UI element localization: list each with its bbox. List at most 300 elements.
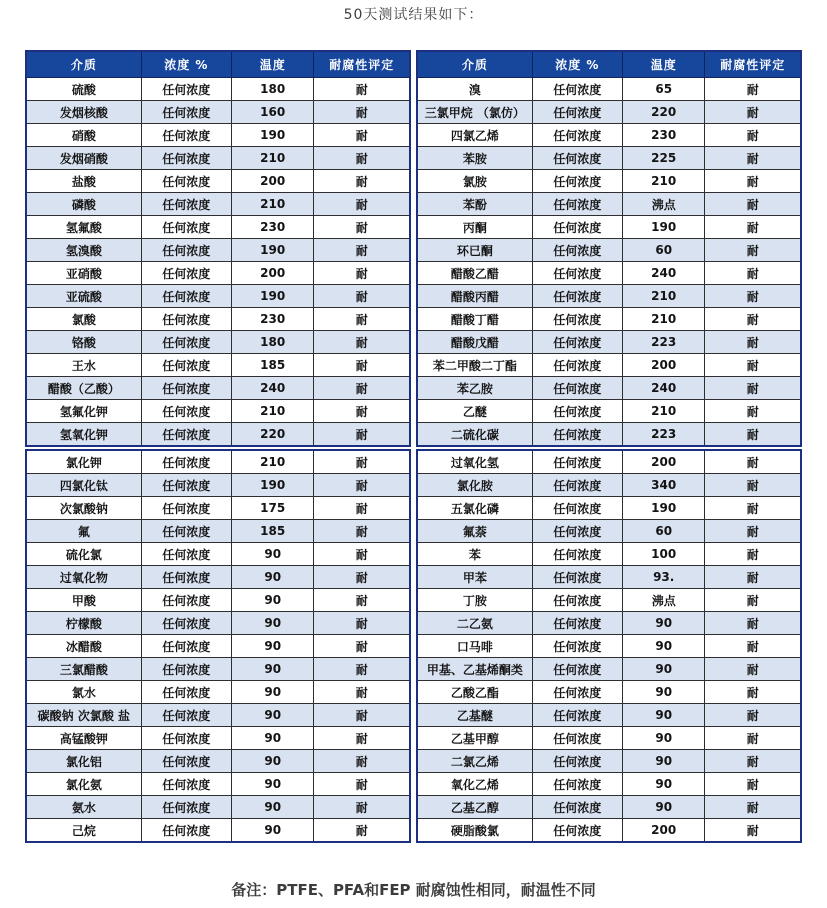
concentration-cell: 任何浓度 <box>532 377 622 400</box>
concentration-cell: 任何浓度 <box>532 101 622 124</box>
concentration-cell: 任何浓度 <box>141 239 231 262</box>
temperature-cell: 175 <box>231 497 314 520</box>
table-row <box>417 589 801 612</box>
medium-cell: 氟萘 <box>417 520 532 543</box>
medium-cell: 氢氟酸 <box>26 216 141 239</box>
medium-cell: 丁胺 <box>417 589 532 612</box>
concentration-cell: 任何浓度 <box>532 750 622 773</box>
table-row <box>417 727 801 750</box>
temperature-cell: 90 <box>231 796 314 819</box>
rating-cell: 耐 <box>314 216 410 239</box>
page-title: 50天测试结果如下： <box>343 7 484 23</box>
table-row <box>417 819 801 843</box>
concentration-cell: 任何浓度 <box>532 497 622 520</box>
temperature-cell: 185 <box>231 520 314 543</box>
temperature-cell: 90 <box>231 750 314 773</box>
table-row <box>417 796 801 819</box>
column-header-medium: 介质 <box>26 51 141 78</box>
concentration-cell: 任何浓度 <box>141 589 231 612</box>
rating-cell: 耐 <box>705 147 801 170</box>
rating-cell: 耐 <box>314 543 410 566</box>
medium-cell: 氧化乙烯 <box>417 773 532 796</box>
medium-cell: 苯二甲酸二丁酯 <box>417 354 532 377</box>
table-row <box>26 423 410 447</box>
rating-cell: 耐 <box>314 170 410 193</box>
right-table-group <box>416 50 802 843</box>
table-row <box>26 101 410 124</box>
medium-cell: 四氯乙烯 <box>417 124 532 147</box>
temperature-cell: 90 <box>231 658 314 681</box>
rating-cell: 耐 <box>705 124 801 147</box>
temperature-cell: 90 <box>622 727 705 750</box>
table-row <box>26 704 410 727</box>
concentration-cell: 任何浓度 <box>141 78 231 101</box>
temperature-cell: 190 <box>231 239 314 262</box>
concentration-cell: 任何浓度 <box>532 543 622 566</box>
concentration-cell: 任何浓度 <box>141 474 231 497</box>
temperature-cell: 210 <box>231 400 314 423</box>
table-row <box>417 377 801 400</box>
table-row <box>417 331 801 354</box>
table-row <box>417 750 801 773</box>
medium-cell: 氨水 <box>26 796 141 819</box>
rating-cell: 耐 <box>705 170 801 193</box>
medium-cell: 二乙氨 <box>417 612 532 635</box>
concentration-cell: 任何浓度 <box>532 704 622 727</box>
right-table-section-1 <box>416 50 802 447</box>
table-row <box>26 377 410 400</box>
concentration-cell: 任何浓度 <box>141 497 231 520</box>
medium-cell: 三氯醋酸 <box>26 658 141 681</box>
rating-cell: 耐 <box>314 612 410 635</box>
medium-cell: 二硫化碳 <box>417 423 532 447</box>
medium-cell: 盐酸 <box>26 170 141 193</box>
column-header-rating: 耐腐性评定 <box>705 51 801 78</box>
temperature-cell: 210 <box>231 450 314 474</box>
rating-cell: 耐 <box>314 262 410 285</box>
rating-cell: 耐 <box>314 78 410 101</box>
medium-cell: 丙酮 <box>417 216 532 239</box>
concentration-cell: 任何浓度 <box>141 377 231 400</box>
rating-cell: 耐 <box>314 285 410 308</box>
medium-cell: 氯酸 <box>26 308 141 331</box>
concentration-cell: 任何浓度 <box>141 727 231 750</box>
temperature-cell: 沸点 <box>622 589 705 612</box>
concentration-cell: 任何浓度 <box>141 262 231 285</box>
column-header-concentration: 浓度 % <box>532 51 622 78</box>
temperature-cell: 90 <box>231 543 314 566</box>
column-header-temperature: 温度 <box>231 51 314 78</box>
rating-cell: 耐 <box>705 543 801 566</box>
rating-cell: 耐 <box>314 239 410 262</box>
table-row <box>26 727 410 750</box>
concentration-cell: 任何浓度 <box>141 520 231 543</box>
temperature-cell: 90 <box>622 704 705 727</box>
concentration-cell: 任何浓度 <box>532 400 622 423</box>
concentration-cell: 任何浓度 <box>532 566 622 589</box>
temperature-cell: 190 <box>231 285 314 308</box>
table-row <box>417 635 801 658</box>
rating-cell: 耐 <box>705 635 801 658</box>
medium-cell: 乙醚 <box>417 400 532 423</box>
table-row <box>26 543 410 566</box>
concentration-cell: 任何浓度 <box>532 796 622 819</box>
medium-cell: 发烟硝酸 <box>26 147 141 170</box>
table-row <box>26 474 410 497</box>
rating-cell: 耐 <box>705 773 801 796</box>
rating-cell: 耐 <box>705 308 801 331</box>
table-row <box>417 497 801 520</box>
table-row <box>26 589 410 612</box>
table-row <box>417 423 801 447</box>
medium-cell: 醋酸（乙酸） <box>26 377 141 400</box>
medium-cell: 硝酸 <box>26 124 141 147</box>
temperature-cell: 90 <box>231 819 314 843</box>
table-row <box>26 497 410 520</box>
medium-cell: 发烟核酸 <box>26 101 141 124</box>
temperature-cell: 210 <box>622 400 705 423</box>
concentration-cell: 任何浓度 <box>532 193 622 216</box>
rating-cell: 耐 <box>705 354 801 377</box>
temperature-cell: 200 <box>622 450 705 474</box>
table-row <box>26 750 410 773</box>
temperature-cell: 160 <box>231 101 314 124</box>
rating-cell: 耐 <box>705 727 801 750</box>
table-row <box>26 450 410 474</box>
temperature-cell: 180 <box>231 78 314 101</box>
rating-cell: 耐 <box>314 450 410 474</box>
medium-cell: 乙基醚 <box>417 704 532 727</box>
table-row <box>417 658 801 681</box>
concentration-cell: 任何浓度 <box>141 450 231 474</box>
medium-cell: 苯乙胺 <box>417 377 532 400</box>
concentration-cell: 任何浓度 <box>532 612 622 635</box>
temperature-cell: 220 <box>622 101 705 124</box>
table-row <box>417 773 801 796</box>
medium-cell: 硫酸 <box>26 78 141 101</box>
concentration-cell: 任何浓度 <box>532 285 622 308</box>
table-row <box>417 566 801 589</box>
left-table-section-1 <box>25 50 411 447</box>
concentration-cell: 任何浓度 <box>532 658 622 681</box>
rating-cell: 耐 <box>705 78 801 101</box>
concentration-cell: 任何浓度 <box>141 147 231 170</box>
table-row <box>417 520 801 543</box>
temperature-cell: 90 <box>622 635 705 658</box>
temperature-cell: 230 <box>231 308 314 331</box>
temperature-cell: 340 <box>622 474 705 497</box>
medium-cell: 四氯化钛 <box>26 474 141 497</box>
table-row <box>26 216 410 239</box>
concentration-cell: 任何浓度 <box>532 474 622 497</box>
rating-cell: 耐 <box>314 423 410 447</box>
temperature-cell: 190 <box>231 474 314 497</box>
table-row <box>417 681 801 704</box>
temperature-cell: 90 <box>622 681 705 704</box>
rating-cell: 耐 <box>705 681 801 704</box>
concentration-cell: 任何浓度 <box>141 612 231 635</box>
temperature-cell: 90 <box>622 796 705 819</box>
medium-cell: 苯胺 <box>417 147 532 170</box>
table-row <box>417 543 801 566</box>
rating-cell: 耐 <box>314 331 410 354</box>
medium-cell: 亚硫酸 <box>26 285 141 308</box>
table-row <box>417 285 801 308</box>
tables-container <box>25 50 802 843</box>
temperature-cell: 100 <box>622 543 705 566</box>
table-row <box>26 612 410 635</box>
temperature-cell: 90 <box>231 773 314 796</box>
table-row <box>417 308 801 331</box>
table-row <box>26 400 410 423</box>
temperature-cell: 90 <box>231 566 314 589</box>
column-header-medium: 介质 <box>417 51 532 78</box>
medium-cell: 五氯化磷 <box>417 497 532 520</box>
rating-cell: 耐 <box>705 497 801 520</box>
temperature-cell: 190 <box>622 216 705 239</box>
rating-cell: 耐 <box>705 400 801 423</box>
temperature-cell: 90 <box>231 704 314 727</box>
rating-cell: 耐 <box>314 497 410 520</box>
medium-cell: 氢氧化钾 <box>26 423 141 447</box>
temperature-cell: 65 <box>622 78 705 101</box>
footer-note: 备注：PTFE、PFA和FEP 耐腐蚀性相同，耐温性不同 <box>231 881 596 899</box>
table-row <box>417 101 801 124</box>
rating-cell: 耐 <box>705 474 801 497</box>
table-row <box>417 147 801 170</box>
rating-cell: 耐 <box>705 520 801 543</box>
concentration-cell: 任何浓度 <box>532 423 622 447</box>
rating-cell: 耐 <box>705 423 801 447</box>
temperature-cell: 沸点 <box>622 193 705 216</box>
table-row <box>26 170 410 193</box>
table-row <box>26 262 410 285</box>
table-row <box>417 78 801 101</box>
medium-cell: 次氯酸钠 <box>26 497 141 520</box>
table-row <box>417 262 801 285</box>
medium-cell: 硬脂酸氯 <box>417 819 532 843</box>
medium-cell: 甲酸 <box>26 589 141 612</box>
temperature-cell: 210 <box>622 308 705 331</box>
medium-cell: 口马啡 <box>417 635 532 658</box>
temperature-cell: 180 <box>231 331 314 354</box>
temperature-cell: 223 <box>622 331 705 354</box>
medium-cell: 过氧化氢 <box>417 450 532 474</box>
concentration-cell: 任何浓度 <box>141 773 231 796</box>
rating-cell: 耐 <box>705 216 801 239</box>
medium-cell: 硫化氯 <box>26 543 141 566</box>
temperature-cell: 223 <box>622 423 705 447</box>
table-row <box>417 474 801 497</box>
rating-cell: 耐 <box>314 520 410 543</box>
medium-cell: 碳酸钠 次氯酸 盐 <box>26 704 141 727</box>
rating-cell: 耐 <box>314 566 410 589</box>
rating-cell: 耐 <box>705 704 801 727</box>
medium-cell: 己烷 <box>26 819 141 843</box>
concentration-cell: 任何浓度 <box>532 78 622 101</box>
table-row <box>417 704 801 727</box>
rating-cell: 耐 <box>705 450 801 474</box>
medium-cell: 氯水 <box>26 681 141 704</box>
medium-cell: 环已酮 <box>417 239 532 262</box>
temperature-cell: 190 <box>622 497 705 520</box>
concentration-cell: 任何浓度 <box>141 170 231 193</box>
medium-cell: 氯化铝 <box>26 750 141 773</box>
rating-cell: 耐 <box>314 147 410 170</box>
table-row <box>26 566 410 589</box>
medium-cell: 乙基甲醇 <box>417 727 532 750</box>
rating-cell: 耐 <box>705 658 801 681</box>
temperature-cell: 210 <box>622 285 705 308</box>
table-row <box>26 331 410 354</box>
temperature-cell: 210 <box>622 170 705 193</box>
concentration-cell: 任何浓度 <box>141 101 231 124</box>
concentration-cell: 任何浓度 <box>532 681 622 704</box>
rating-cell: 耐 <box>705 101 801 124</box>
concentration-cell: 任何浓度 <box>532 331 622 354</box>
rating-cell: 耐 <box>314 124 410 147</box>
medium-cell: 醋酸丁醋 <box>417 308 532 331</box>
concentration-cell: 任何浓度 <box>141 308 231 331</box>
rating-cell: 耐 <box>705 239 801 262</box>
table-row <box>26 796 410 819</box>
table-row <box>417 239 801 262</box>
medium-cell: 氯胺 <box>417 170 532 193</box>
medium-cell: 铬酸 <box>26 331 141 354</box>
concentration-cell: 任何浓度 <box>532 216 622 239</box>
concentration-cell: 任何浓度 <box>532 635 622 658</box>
concentration-cell: 任何浓度 <box>532 124 622 147</box>
table-row <box>26 773 410 796</box>
concentration-cell: 任何浓度 <box>532 773 622 796</box>
table-row <box>26 147 410 170</box>
temperature-cell: 90 <box>231 727 314 750</box>
header-row <box>417 51 801 78</box>
table-row <box>417 400 801 423</box>
concentration-cell: 任何浓度 <box>141 635 231 658</box>
rating-cell: 耐 <box>314 635 410 658</box>
rating-cell: 耐 <box>705 262 801 285</box>
rating-cell: 耐 <box>314 589 410 612</box>
concentration-cell: 任何浓度 <box>141 193 231 216</box>
rating-cell: 耐 <box>314 796 410 819</box>
temperature-cell: 90 <box>622 773 705 796</box>
table-row <box>26 308 410 331</box>
medium-cell: 甲基、乙基烯酮类 <box>417 658 532 681</box>
rating-cell: 耐 <box>314 658 410 681</box>
medium-cell: 柠檬酸 <box>26 612 141 635</box>
temperature-cell: 90 <box>231 635 314 658</box>
table-row <box>26 78 410 101</box>
table-row <box>417 450 801 474</box>
concentration-cell: 任何浓度 <box>532 450 622 474</box>
medium-cell: 醋酸戊醋 <box>417 331 532 354</box>
temperature-cell: 90 <box>622 750 705 773</box>
rating-cell: 耐 <box>705 819 801 843</box>
temperature-cell: 200 <box>231 170 314 193</box>
medium-cell: 王水 <box>26 354 141 377</box>
rating-cell: 耐 <box>705 612 801 635</box>
rating-cell: 耐 <box>314 193 410 216</box>
concentration-cell: 任何浓度 <box>141 704 231 727</box>
table-row <box>417 124 801 147</box>
medium-cell: 苯 <box>417 543 532 566</box>
table-row <box>417 354 801 377</box>
temperature-cell: 90 <box>231 681 314 704</box>
left-table-section-2 <box>25 449 411 843</box>
temperature-cell: 200 <box>622 354 705 377</box>
temperature-cell: 90 <box>231 589 314 612</box>
medium-cell: 氟 <box>26 520 141 543</box>
column-header-temperature: 温度 <box>622 51 705 78</box>
temperature-cell: 240 <box>622 262 705 285</box>
concentration-cell: 任何浓度 <box>532 308 622 331</box>
temperature-cell: 90 <box>231 612 314 635</box>
temperature-cell: 240 <box>622 377 705 400</box>
concentration-cell: 任何浓度 <box>141 124 231 147</box>
concentration-cell: 任何浓度 <box>141 819 231 843</box>
concentration-cell: 任何浓度 <box>532 589 622 612</box>
medium-cell: 氢溴酸 <box>26 239 141 262</box>
medium-cell: 氢氟化钾 <box>26 400 141 423</box>
concentration-cell: 任何浓度 <box>532 727 622 750</box>
table-row <box>417 170 801 193</box>
temperature-cell: 90 <box>622 612 705 635</box>
medium-cell: 高锰酸钾 <box>26 727 141 750</box>
table-row <box>417 193 801 216</box>
medium-cell: 二氯乙烯 <box>417 750 532 773</box>
rating-cell: 耐 <box>705 750 801 773</box>
rating-cell: 耐 <box>314 400 410 423</box>
concentration-cell: 任何浓度 <box>141 543 231 566</box>
temperature-cell: 220 <box>231 423 314 447</box>
medium-cell: 氯化氨 <box>26 773 141 796</box>
concentration-cell: 任何浓度 <box>141 423 231 447</box>
rating-cell: 耐 <box>705 589 801 612</box>
medium-cell: 乙基乙醇 <box>417 796 532 819</box>
rating-cell: 耐 <box>314 704 410 727</box>
rating-cell: 耐 <box>314 377 410 400</box>
medium-cell: 甲苯 <box>417 566 532 589</box>
temperature-cell: 230 <box>231 216 314 239</box>
rating-cell: 耐 <box>314 308 410 331</box>
concentration-cell: 任何浓度 <box>141 331 231 354</box>
concentration-cell: 任何浓度 <box>141 658 231 681</box>
table-row <box>26 285 410 308</box>
temperature-cell: 200 <box>622 819 705 843</box>
temperature-cell: 90 <box>622 658 705 681</box>
rating-cell: 耐 <box>705 796 801 819</box>
medium-cell: 苯酚 <box>417 193 532 216</box>
medium-cell: 亚硝酸 <box>26 262 141 285</box>
medium-cell: 醋酸丙醋 <box>417 285 532 308</box>
medium-cell: 醋酸乙醋 <box>417 262 532 285</box>
table-row <box>26 635 410 658</box>
medium-cell: 三氯甲烷 （氯仿） <box>417 101 532 124</box>
table-row <box>417 216 801 239</box>
temperature-cell: 190 <box>231 124 314 147</box>
column-header-rating: 耐腐性评定 <box>314 51 410 78</box>
temperature-cell: 93. <box>622 566 705 589</box>
medium-cell: 溴 <box>417 78 532 101</box>
concentration-cell: 任何浓度 <box>141 750 231 773</box>
temperature-cell: 60 <box>622 520 705 543</box>
concentration-cell: 任何浓度 <box>141 681 231 704</box>
concentration-cell: 任何浓度 <box>532 354 622 377</box>
temperature-cell: 185 <box>231 354 314 377</box>
rating-cell: 耐 <box>314 474 410 497</box>
left-table-group <box>25 50 411 843</box>
